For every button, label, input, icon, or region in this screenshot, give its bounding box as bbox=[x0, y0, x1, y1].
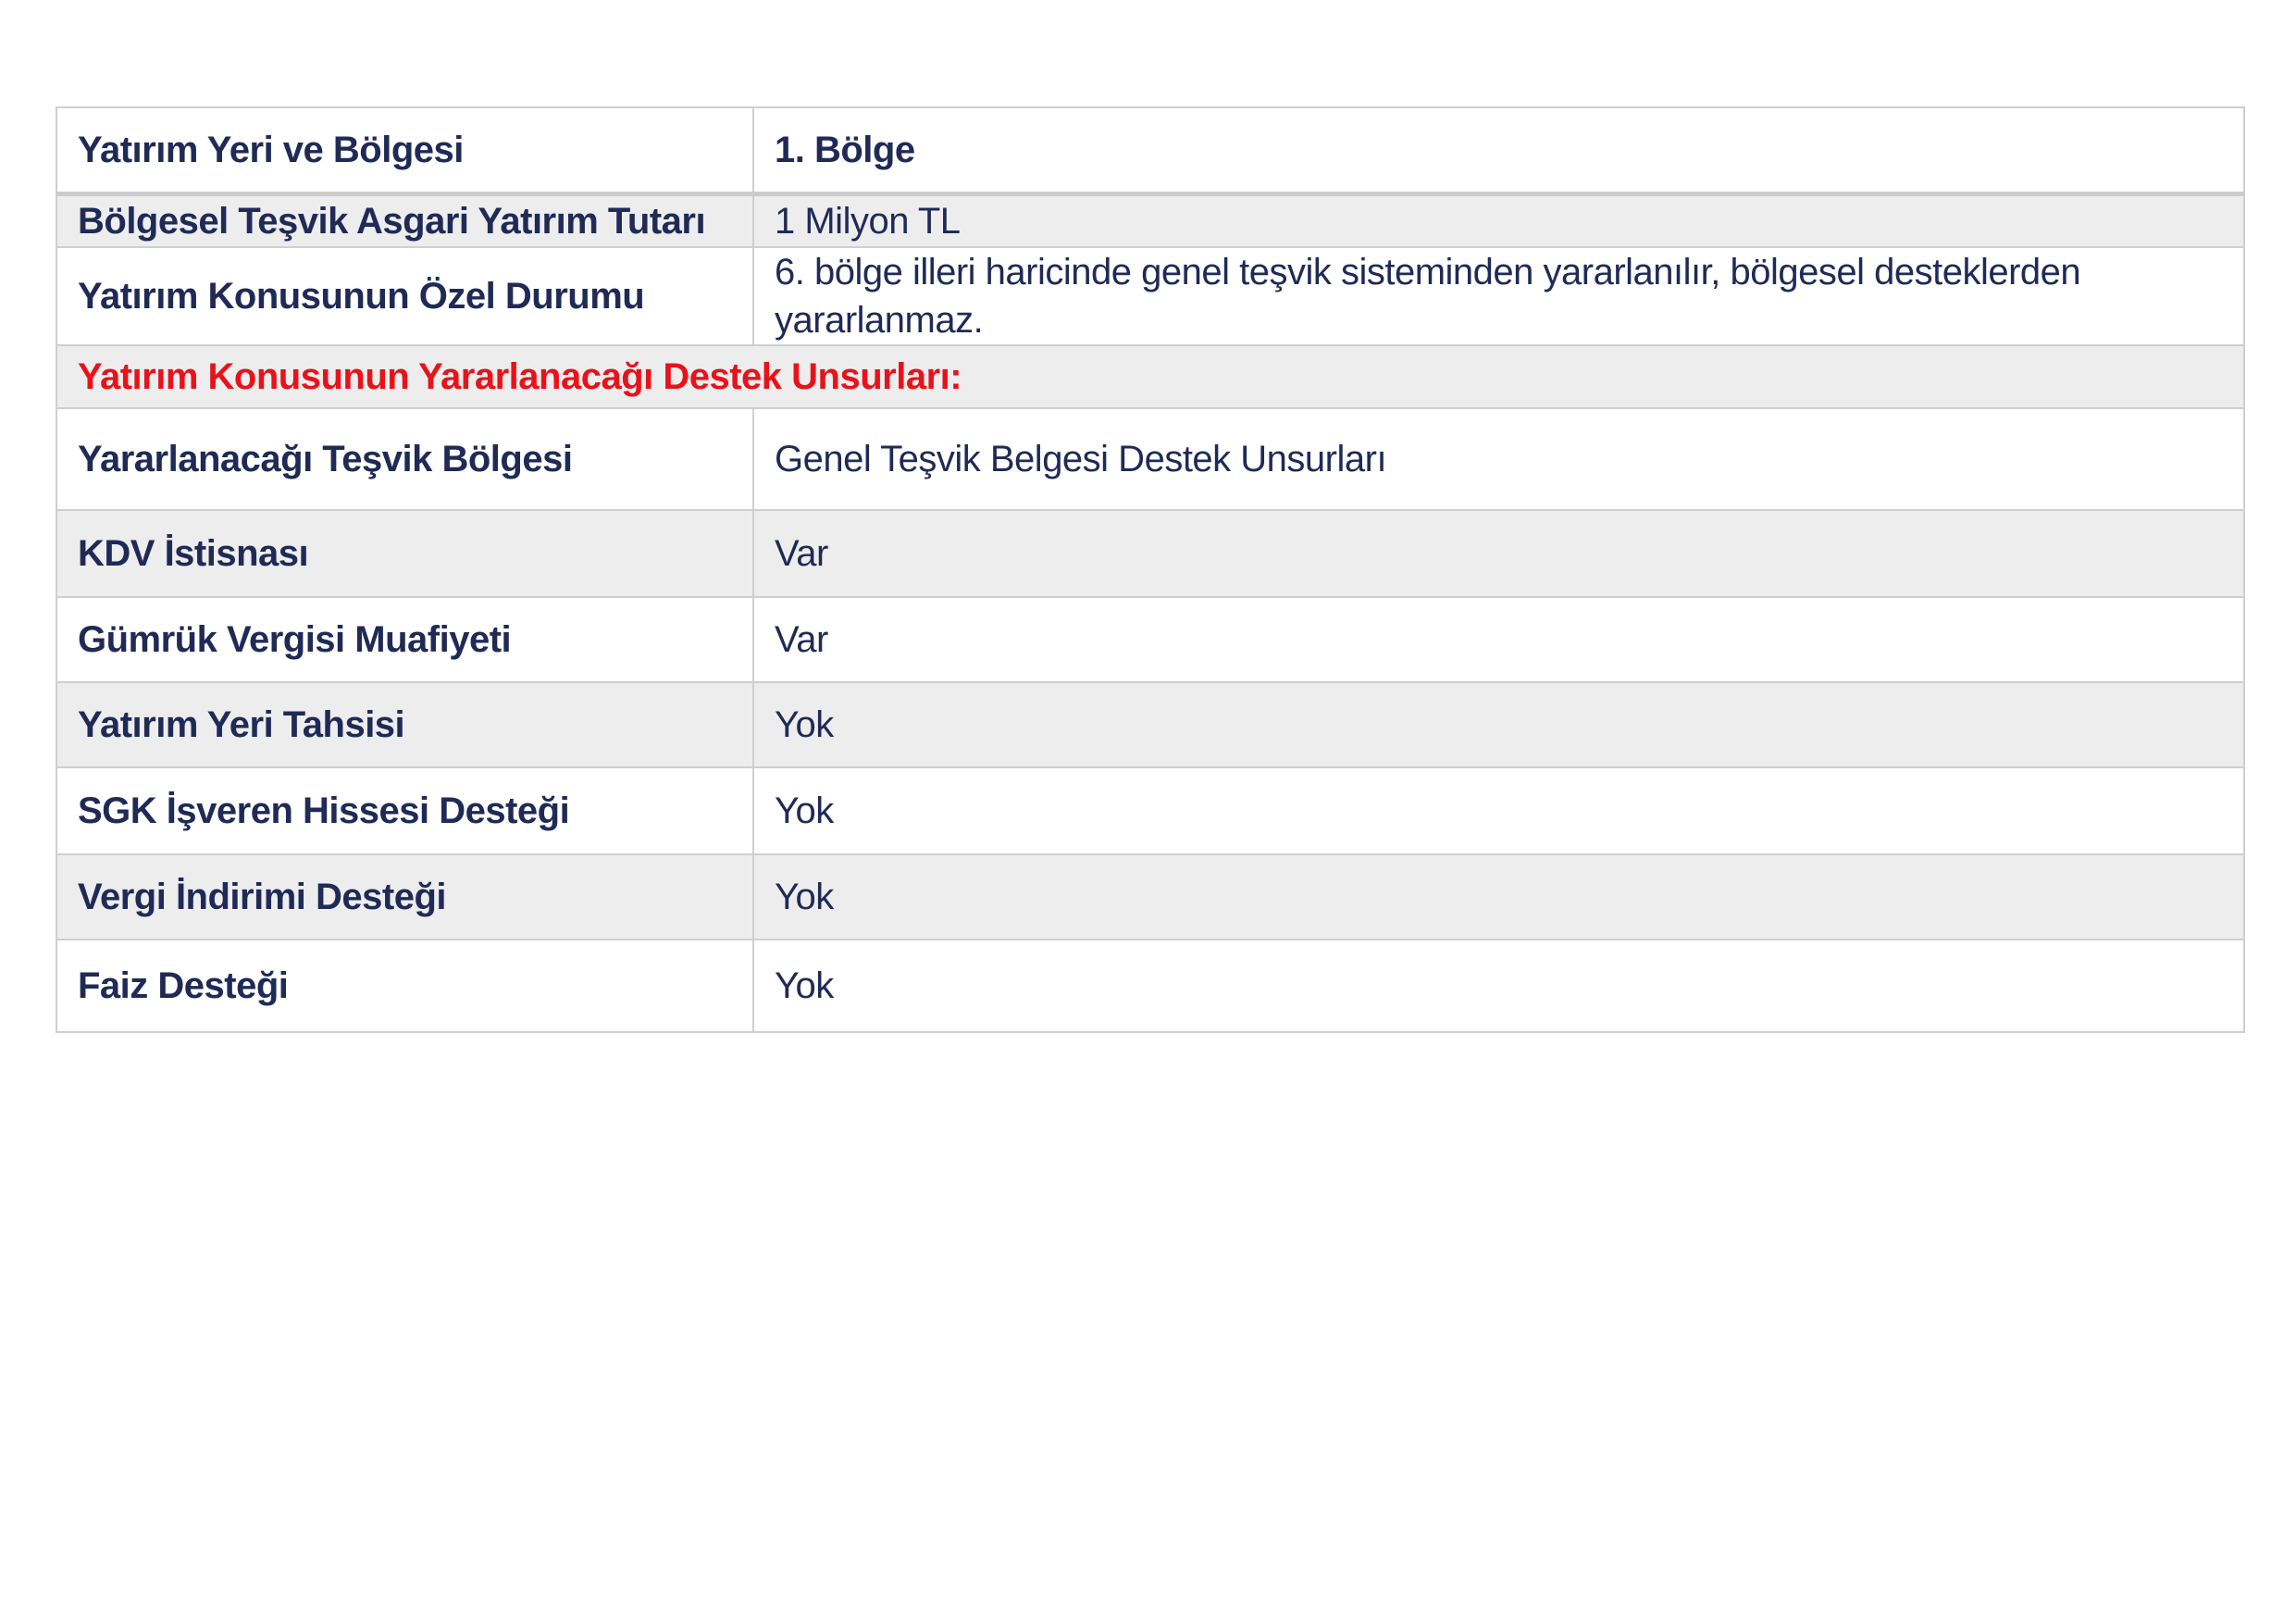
row-label: SGK İşveren Hissesi Desteği bbox=[56, 767, 753, 854]
section-title-row bbox=[56, 345, 2244, 408]
row-label: Yatırım Yeri Tahsisi bbox=[56, 682, 753, 767]
row-value: Yok bbox=[753, 940, 2244, 1032]
row-value: 1 Milyon TL bbox=[753, 194, 2244, 248]
incentive-table bbox=[56, 106, 2245, 1033]
table-row bbox=[56, 854, 2244, 940]
row-label: KDV İstisnası bbox=[56, 510, 753, 597]
table-row bbox=[56, 940, 2244, 1032]
row-value: 6. bölge illeri haricinde genel teşvik sisteminden yararlanılır, bölgesel desteklerden yararlanmaz. bbox=[753, 247, 2244, 345]
row-label: Faiz Desteği bbox=[56, 940, 753, 1032]
row-value: Genel Teşvik Belgesi Destek Unsurları bbox=[753, 408, 2244, 510]
row-value: Yok bbox=[753, 767, 2244, 854]
table-row bbox=[56, 194, 2244, 248]
row-value: Var bbox=[753, 597, 2244, 682]
table-header-row bbox=[56, 107, 2244, 194]
row-label: Gümrük Vergisi Muafiyeti bbox=[56, 597, 753, 682]
table-row bbox=[56, 597, 2244, 682]
table-row bbox=[56, 767, 2244, 854]
table-row bbox=[56, 408, 2244, 510]
row-value: Yok bbox=[753, 854, 2244, 940]
incentive-table-container bbox=[56, 106, 2243, 1033]
table-row bbox=[56, 682, 2244, 767]
table-row bbox=[56, 510, 2244, 597]
section-title: Yatırım Konusunun Yararlanacağı Destek Unsurları: bbox=[56, 345, 2244, 408]
header-value: 1. Bölge bbox=[753, 107, 2244, 194]
row-value: Yok bbox=[753, 682, 2244, 767]
table-row bbox=[56, 247, 2244, 345]
row-label: Bölgesel Teşvik Asgari Yatırım Tutarı bbox=[56, 194, 753, 248]
row-label: Yararlanacağı Teşvik Bölgesi bbox=[56, 408, 753, 510]
row-label: Vergi İndirimi Desteği bbox=[56, 854, 753, 940]
header-label: Yatırım Yeri ve Bölgesi bbox=[56, 107, 753, 194]
row-label: Yatırım Konusunun Özel Durumu bbox=[56, 247, 753, 345]
row-value: Var bbox=[753, 510, 2244, 597]
